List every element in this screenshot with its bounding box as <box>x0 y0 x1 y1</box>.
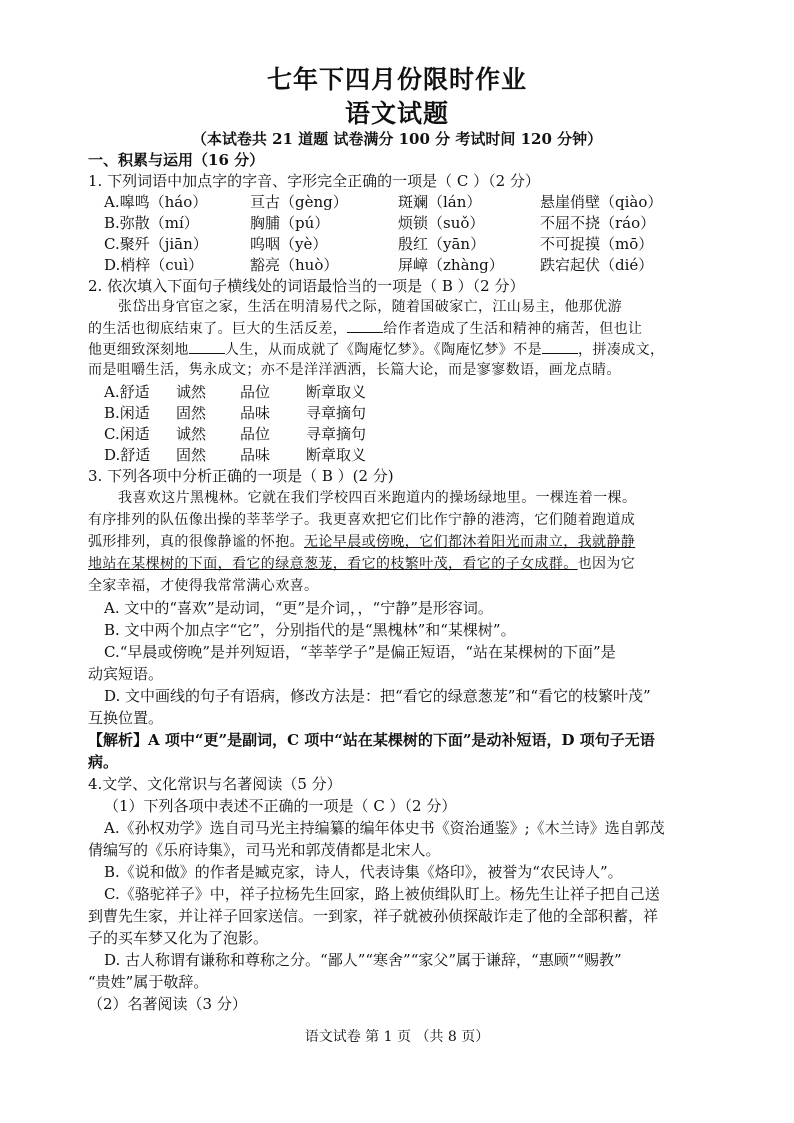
q1-option-c-3: 殷红（yān） <box>398 235 486 253</box>
q1-option-c-4: 不可捉摸（mō） <box>540 235 654 253</box>
q4-option-a-cont: 倩编写的《乐府诗集》，司马光和郭茂倩都是北宋人。 <box>88 841 441 859</box>
q3-option-a: A. 文中的“喜欢”是动词，“更”是介词，，“宁静”是形容词。 <box>104 599 493 617</box>
q4-option-c-cont: 到曹先生家，并让祥子回家送信。一到家，祥子就被孙侦探敲诈走了他的全部积蓄，祥 <box>88 907 659 925</box>
q3-passage-line: 全家幸福，才使得我常常满心欢喜。 <box>88 578 319 594</box>
q2-option-d-2: 固然 <box>176 446 207 464</box>
q1-option-a-4: 悬崖俏壁（qiào） <box>540 193 663 211</box>
q2-option-a-3: 品位 <box>240 383 271 401</box>
q1-option-d-1: D.梢梓（cuì） <box>104 256 204 274</box>
q4-sub1-stem: （1）下列各项中表述不正确的一项是（ C ）（2 分） <box>104 797 457 815</box>
q2-passage-text: ，拼凑成文， <box>578 342 665 358</box>
q4-option-a: A.《孙权劝学》选自司马光主持编纂的编年体史书《资治通鉴》;《木兰诗》选自郭茂 <box>104 819 665 837</box>
q1-option-a-1: A.嗥鸣（háo） <box>104 193 208 211</box>
q2-option-b-1: B.闲适 <box>104 404 150 422</box>
q2-passage-line <box>88 339 664 360</box>
q2-option-c-4: 寻章摘句 <box>306 425 367 443</box>
q2-option-d-1: D.舒适 <box>104 446 151 464</box>
q2-option-d-3: 品味 <box>240 446 271 464</box>
q2-option-c-3: 品位 <box>240 425 271 443</box>
q4-option-c-cont: 子的买车梦又化为了泡影。 <box>88 929 269 947</box>
q1-option-c-2: 呜咽（yè） <box>250 235 328 253</box>
q2-passage-text: 的生活也彻底结束了。巨大的生活反差， <box>88 321 348 337</box>
q3-underlined-sentence: 无论早晨或傍晚，它们都沐着阳光而肃立，我就静静 <box>304 534 636 550</box>
q3-underlined-sentence: 地站在某棵树的下面，看它的绿意葱茏，看它的枝繁叶茂，看它的子女成群。 <box>88 556 578 572</box>
q2-passage-line: 张岱出身官宦之家，生活在明清易代之际，随着国破家亡，江山易主，他那优游 <box>118 299 622 315</box>
q3-option-d: D. 文中画线的句子有语病，修改方法是：把“看它的绿意葱茏”和“看它的枝繁叶茂” <box>104 687 651 705</box>
exam-info: （本试卷共 21 道题 试卷满分 100 分 考试时间 120 分钟） <box>191 130 603 148</box>
q1-option-b-4: 不屈不挠（ráo） <box>540 214 656 232</box>
q1-option-a-3: 斑斓（lán） <box>398 193 482 211</box>
q4-sub2-stem: （2）名著阅读（3 分） <box>88 995 247 1013</box>
q2-option-d-4: 断章取义 <box>306 446 367 464</box>
q3-analysis: 【解析】A 项中“更”是副词，C 项中“站在某棵树的下面”是动补短语，D 项句子无语 <box>88 731 655 749</box>
q2-option-b-3: 品味 <box>240 404 271 422</box>
q2-option-b-2: 固然 <box>176 404 207 422</box>
q2-option-a-1: A.舒适 <box>104 383 150 401</box>
exam-title: 七年下四月份限时作业 <box>266 65 527 94</box>
q3-option-c-cont: 动宾短语。 <box>88 665 164 683</box>
q1-option-b-1: B.弥散（mí） <box>104 214 199 232</box>
section-heading: 一、积累与运用（16 分） <box>88 151 265 169</box>
q2-passage-text: 给作者造成了生活和精神的痛苦，但也让 <box>383 321 643 337</box>
q2-option-a-2: 诚然 <box>176 383 207 401</box>
q1-option-d-4: 跌宕起伏（dié） <box>540 256 654 274</box>
q3-passage-text: 弧形排列，真的很像静谧的怀抱。 <box>88 534 304 550</box>
q1-option-d-3: 屏嶂（zhàng） <box>398 256 504 274</box>
q1-option-b-2: 胸脯（pú） <box>250 214 330 232</box>
q2-passage-line: 而是咀嚼生活，隽永成文；亦不是洋洋洒洒，长篇大论，而是寥寥数语，画龙点睛。 <box>88 362 621 378</box>
q1-option-a-2: 亘古（gèng） <box>250 193 348 211</box>
q2-option-c-2: 诚然 <box>176 425 207 443</box>
q4-option-d: D. 古人称谓有谦称和尊称之分。“鄙人”“寒舍”“家父”属于谦辞，“惠顾”“赐教” <box>104 951 622 969</box>
q3-option-c: C.“早晨或傍晚”是并列短语，“莘莘学子”是偏正短语，“站在某棵树的下面”是 <box>104 643 616 661</box>
q4-option-c: C.《骆驼祥子》中，祥子拉杨先生回家，路上被侦缉队盯上。杨先生让祥子把自己送 <box>104 885 660 903</box>
q1-option-c-1: C.聚歼（jiān） <box>104 235 208 253</box>
q2-option-c-1: C.闲适 <box>104 425 150 443</box>
q2-passage-line <box>88 318 642 339</box>
q1-option-d-2: 豁亮（huò） <box>250 256 339 274</box>
q3-passage-line <box>88 532 635 552</box>
q2-option-a-4: 断章取义 <box>306 383 367 401</box>
q4-option-b: B.《说和做》的作者是臧克家，诗人，代表诗集《烙印》，被誉为“农民诗人”。 <box>104 863 623 881</box>
q2-passage-text: 他更细致深刻地 <box>88 342 189 358</box>
q4-option-d-cont: “贵姓”属于敬辞。 <box>88 973 209 991</box>
q3-option-d-cont: 互换位置。 <box>88 709 164 727</box>
page-footer: 语文试卷 第 1 页 （共 8 页） <box>304 1029 490 1045</box>
q3-passage-line: 我喜欢这片黑槐林。它就在我们学校四百米跑道内的操场绿地里。一棵连着一棵。 <box>118 490 637 506</box>
q2-blank-3 <box>542 339 578 354</box>
q3-analysis-cont: 病。 <box>88 753 119 771</box>
q2-passage-text: 人生，从而成就了《陶庵忆梦》。《陶庵忆梦》不是 <box>224 342 543 358</box>
q3-stem: 3. 下列各项中分析正确的一项是（ B ）(2 分) <box>88 467 394 485</box>
q3-passage-line: 有序排列的队伍像出操的莘莘学子。我更喜欢把它们比作宁静的港湾，它们随着跑道成 <box>88 512 636 528</box>
q2-blank-1 <box>347 318 383 333</box>
exam-subject-title: 语文试题 <box>344 99 449 128</box>
q3-option-b: B. 文中两个加点字“它”，分别指代的是“黑槐林”和“某棵树”。 <box>104 621 516 639</box>
q2-option-b-4: 寻章摘句 <box>306 404 367 422</box>
q2-blank-2 <box>189 339 225 354</box>
q1-option-b-3: 烦锁（suǒ） <box>398 214 485 232</box>
q1-stem: 1. 下列词语中加点字的字音、字形完全正确的一项是（ C ）（2 分） <box>88 172 540 190</box>
q2-stem: 2. 依次填入下面句子横线处的词语最恰当的一项是（ B ）（2 分） <box>88 277 525 295</box>
q3-passage-text: 也因为它 <box>577 556 636 572</box>
q3-passage-line <box>88 554 635 574</box>
q4-stem: 4.文学、文化常识与名著阅读（5 分） <box>88 775 342 793</box>
